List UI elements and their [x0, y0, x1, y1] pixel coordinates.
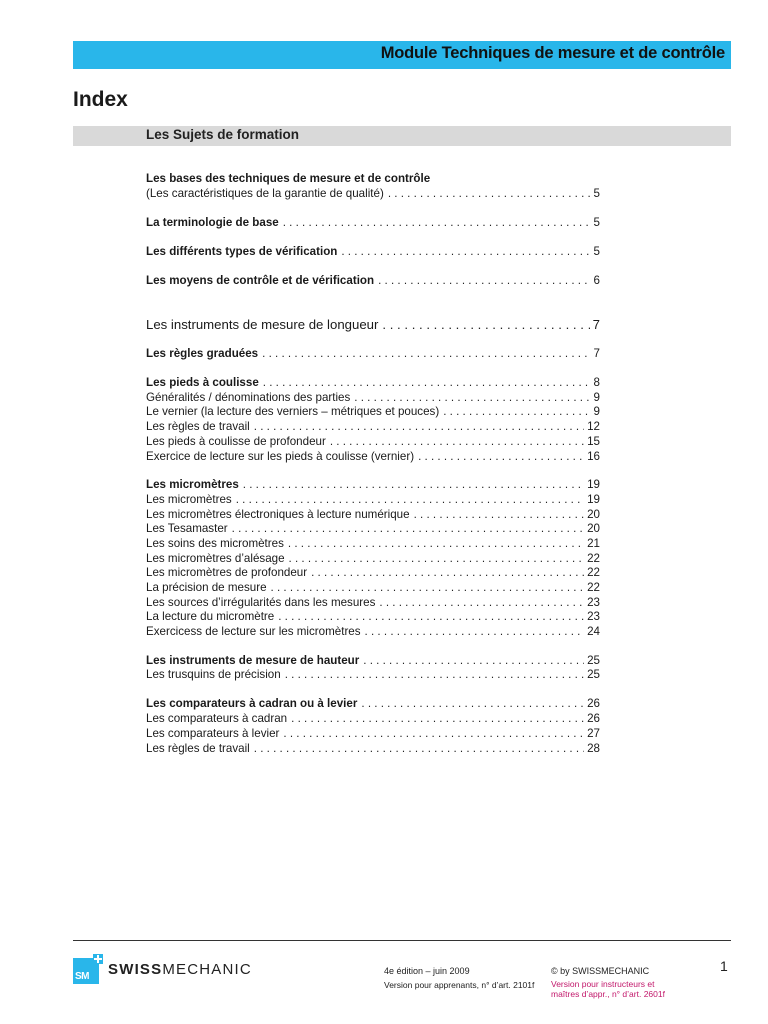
toc-dot-leader	[311, 565, 584, 580]
toc-entry-label: Les règles de travail	[146, 420, 250, 433]
toc-entry	[146, 404, 600, 419]
toc-dot-leader	[278, 609, 584, 624]
toc-entry-page: 26	[587, 697, 600, 710]
toc-entry-page: 21	[587, 537, 600, 550]
toc-entry-label: Les micromètres d’alésage	[146, 552, 285, 565]
toc-dot-leader	[271, 580, 585, 595]
toc-entry-label: Les micromètres électroniques à lecture numérique	[146, 508, 410, 521]
toc-entry	[146, 419, 600, 434]
toc-entry-page: 8	[593, 376, 600, 389]
toc-dot-leader	[254, 419, 584, 434]
toc-entry	[146, 477, 600, 492]
footer-copyright: © by SWISSMECHANIC	[551, 966, 650, 976]
toc-entry-page: 15	[587, 435, 600, 448]
toc-entry	[146, 580, 600, 595]
toc-dot-leader	[288, 536, 584, 551]
toc-entry-page: 5	[593, 187, 600, 200]
toc-dot-leader	[236, 492, 584, 507]
toc-entry-label: Les comparateurs à cadran ou à levier	[146, 697, 358, 710]
toc-dot-leader	[379, 595, 584, 610]
toc-entry	[146, 346, 600, 361]
toc-entry-page: 22	[587, 581, 600, 594]
toc-entry-label: Les micromètres	[146, 493, 232, 506]
module-header-band	[73, 41, 731, 69]
footer-version-instructors-line2: maîtres d’appr., n° d’art. 2601f	[551, 989, 665, 999]
toc-entry-page: 28	[587, 742, 600, 755]
toc-dot-leader	[341, 244, 590, 259]
section-header-band	[73, 126, 731, 146]
toc-entry	[146, 536, 600, 551]
toc-dot-leader	[414, 507, 585, 522]
toc-entry	[146, 624, 600, 639]
toc-dot-leader	[289, 551, 585, 566]
toc-entry-label: Les comparateurs à levier	[146, 727, 280, 740]
swissmechanic-logo-icon	[73, 958, 99, 984]
toc-dot-leader	[283, 726, 584, 741]
toc-entry-page: 26	[587, 712, 600, 725]
toc-entry-label: Les micromètres	[146, 478, 239, 491]
toc-dot-leader	[254, 741, 584, 756]
page-number: 1	[720, 958, 728, 974]
footer-divider	[73, 940, 731, 941]
toc-entry	[146, 244, 600, 259]
footer-version-instructors-line1: Version pour instructeurs et	[551, 979, 655, 989]
toc-entry-page: 23	[587, 596, 600, 609]
toc-entry	[146, 449, 600, 464]
toc-entry-label: Les instruments de mesure de longueur	[146, 317, 379, 332]
toc-entry	[146, 390, 600, 405]
toc-dot-leader	[378, 273, 590, 288]
toc-entry-label: Les soins des micromètres	[146, 537, 284, 550]
toc-entry-page: 27	[587, 727, 600, 740]
toc-entry-label: La terminologie de base	[146, 216, 279, 229]
toc-entry-page: 5	[593, 245, 600, 258]
brand-name	[108, 961, 252, 978]
module-title: Module Techniques de mesure et de contrôle	[380, 44, 725, 62]
toc-entry	[146, 667, 600, 682]
toc-entry-label: Les micromètres de profondeur	[146, 566, 308, 579]
toc-entry-page: 16	[587, 450, 600, 463]
footer-version-learners: Version pour apprenants, n° d’art. 2101f	[384, 980, 535, 990]
toc-entry-page: 9	[593, 391, 600, 404]
toc-entry-label: Généralités / dénominations des parties	[146, 391, 351, 404]
toc-entry-label: La lecture du micromètre	[146, 610, 275, 623]
toc-entry-page: 6	[593, 274, 600, 287]
toc-entry	[146, 565, 600, 580]
toc-dot-leader	[365, 624, 585, 639]
toc-dot-leader	[361, 696, 584, 711]
toc-entry	[146, 375, 600, 390]
toc-dot-leader	[363, 653, 584, 668]
toc-entry	[146, 316, 600, 333]
toc-entry	[146, 551, 600, 566]
toc-dot-leader	[382, 316, 589, 333]
toc-entry-label: Les règles de travail	[146, 742, 250, 755]
toc-entry-page: 7	[592, 317, 600, 332]
section-title: Les Sujets de formation	[146, 127, 300, 142]
toc-dot-leader	[243, 477, 584, 492]
toc-entry-page: 25	[587, 668, 600, 681]
toc-entry	[146, 726, 600, 741]
toc-entry	[146, 507, 600, 522]
toc-entry-label: Les sources d’irrégularités dans les mesures	[146, 596, 376, 609]
toc-entry-page: 23	[587, 610, 600, 623]
toc-entry-label: Les instruments de mesure de hauteur	[146, 654, 360, 667]
toc-entry-label: Les différents types de vérification	[146, 245, 338, 258]
toc-dot-leader	[330, 434, 584, 449]
toc-dot-leader	[388, 186, 591, 201]
toc-entry	[146, 434, 600, 449]
toc-entry-page: 7	[593, 347, 600, 360]
brand-name-bold: SWISS	[108, 961, 163, 978]
toc-entry-page: 19	[587, 478, 600, 491]
toc-dot-leader	[262, 346, 590, 361]
toc-entry-label: Exercice de lecture sur les pieds à coulisse (vernier)	[146, 450, 415, 463]
toc-dot-leader	[418, 449, 584, 464]
toc-entry-page: 20	[587, 508, 600, 521]
toc-entry-label: Exercicess de lecture sur les micromètres	[146, 625, 361, 638]
toc-entry-label: Le vernier (la lecture des verniers – métriques et pouces)	[146, 405, 440, 418]
toc-entry-page: 19	[587, 493, 600, 506]
toc-entry-label: La précision de mesure	[146, 581, 267, 594]
toc-entry	[146, 696, 600, 711]
toc-entry	[146, 171, 600, 186]
swiss-cross-icon	[93, 954, 103, 964]
index-title: Index	[73, 88, 128, 111]
toc-entry-page: 20	[587, 522, 600, 535]
toc-dot-leader	[283, 215, 591, 230]
toc-dot-leader	[263, 375, 591, 390]
toc-entry-page: 22	[587, 552, 600, 565]
toc-entry-label: (Les caractéristiques de la garantie de qualité)	[146, 187, 384, 200]
toc-entry-label: Les comparateurs à cadran	[146, 712, 288, 725]
toc-entry	[146, 741, 600, 756]
toc-entry	[146, 492, 600, 507]
logo-letters: SM	[75, 971, 89, 982]
toc-dot-leader	[354, 390, 590, 405]
toc-entry-page: 9	[593, 405, 600, 418]
toc-dot-leader	[285, 667, 584, 682]
toc-dot-leader	[291, 711, 584, 726]
toc-dot-leader	[443, 404, 590, 419]
toc-entry	[146, 215, 600, 230]
toc-entry	[146, 595, 600, 610]
footer-version-instructors	[551, 979, 665, 999]
brand-name-light: MECHANIC	[162, 961, 252, 978]
toc-entry	[146, 521, 600, 536]
toc-entry-label: Les règles graduées	[146, 347, 259, 360]
toc-entry-page: 25	[587, 654, 600, 667]
toc-dot-leader	[232, 521, 584, 536]
toc-entry-label: Les bases des techniques de mesure et de contrôle	[146, 172, 431, 185]
toc-entry	[146, 186, 600, 201]
toc-entry-page: 12	[587, 420, 600, 433]
toc-entry-label: Les pieds à coulisse	[146, 376, 259, 389]
footer-edition: 4e édition – juin 2009	[384, 966, 470, 976]
toc-entry-label: Les pieds à coulisse de profondeur	[146, 435, 326, 448]
toc-entry-page: 24	[587, 625, 600, 638]
toc-entry-label: Les Tesamaster	[146, 522, 228, 535]
toc-entry-label: Les moyens de contrôle et de vérification	[146, 274, 375, 287]
toc-entry	[146, 609, 600, 624]
toc-entry-page: 5	[593, 216, 600, 229]
toc-entry-label: Les trusquins de précision	[146, 668, 281, 681]
toc-entry	[146, 711, 600, 726]
toc-entry	[146, 273, 600, 288]
toc-entry	[146, 653, 600, 668]
toc-entry-page: 22	[587, 566, 600, 579]
